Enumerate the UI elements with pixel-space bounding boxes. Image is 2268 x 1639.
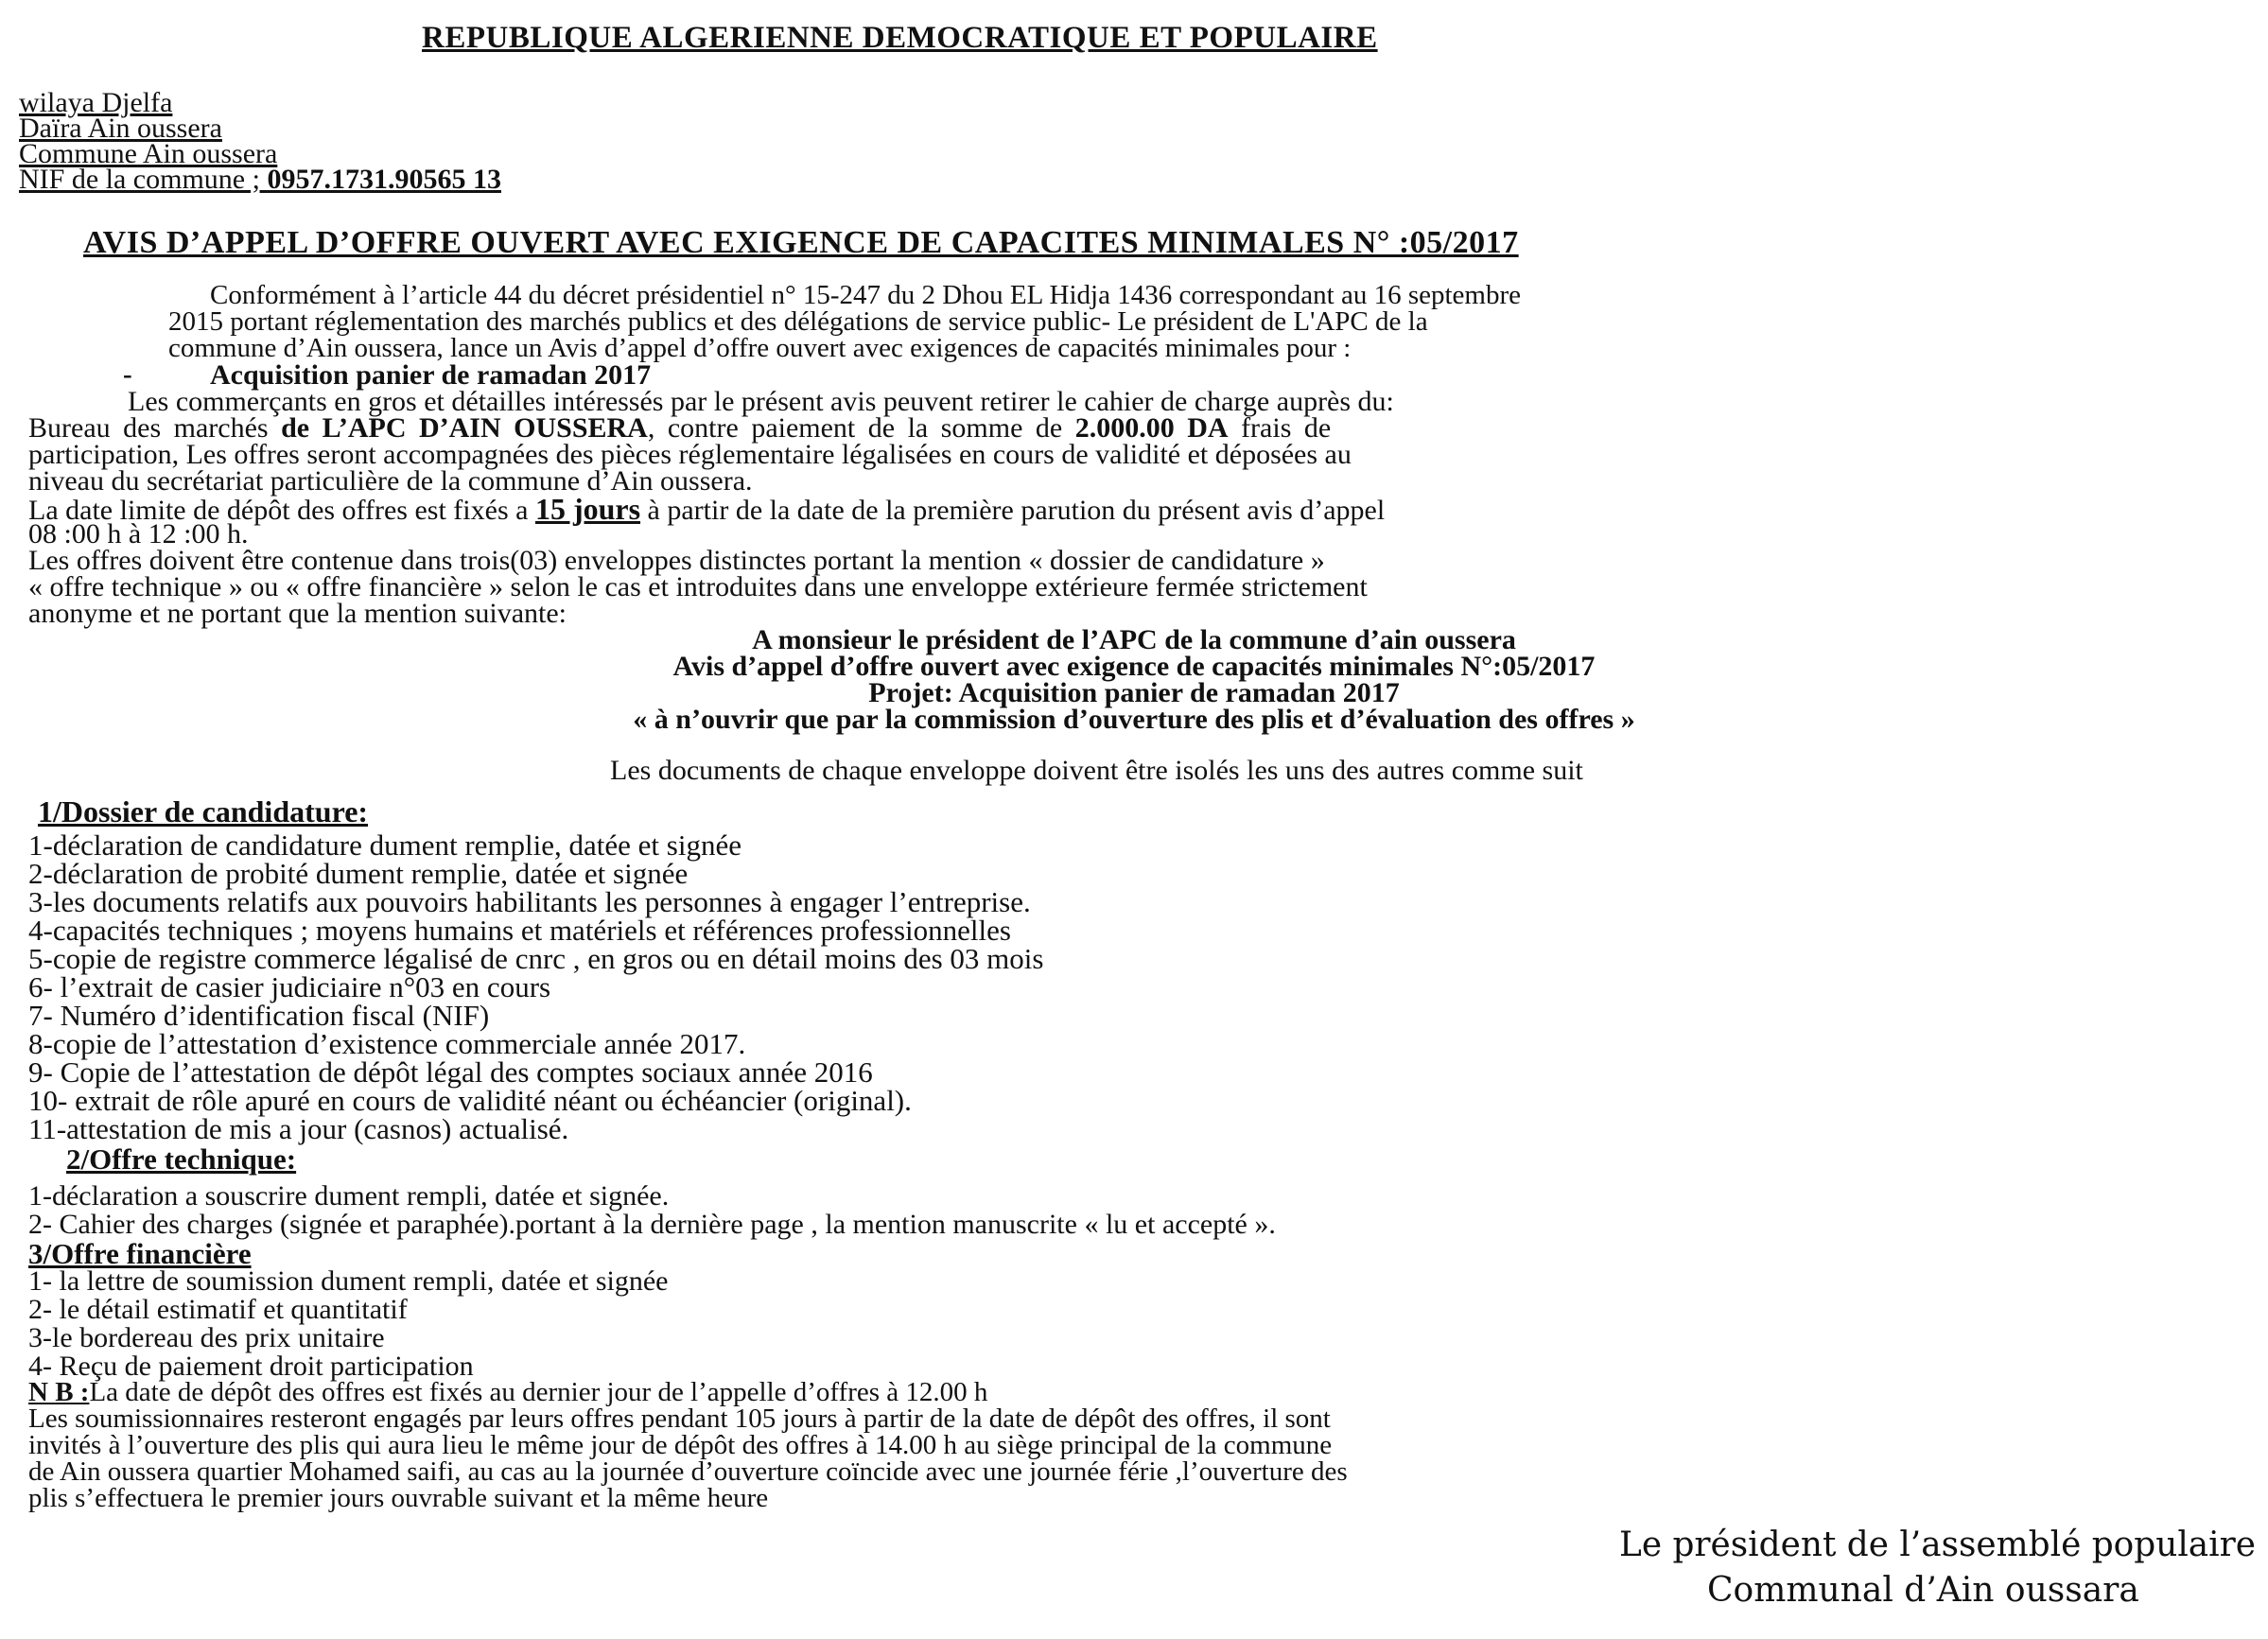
documents-intro: Les documents de chaque enveloppe doivent être isolés les uns des autres comme suit [610,755,1583,786]
nb-line-4: de Ain oussera quartier Mohamed saifi, au cas au la journée d’ouverture coïncide avec une journée férie ,l’ouverture des [28,1456,1348,1487]
technique-item: 2- Cahier des charges (signée et paraphée).portant à la dernière page , la mention manuscrite « lu et accepté ». [28,1209,1276,1240]
candidature-heading: 1/Dossier de candidature: [38,794,369,828]
envelope-line-2: Avis d’appel d’offre ouvert avec exigence de capacités minimales N°:05/2017 [672,651,1596,682]
nb-label: N B : [28,1377,90,1407]
para1-line-3: participation, Les offres seront accompagnées des pièces réglementaire légalisées en cours de validité et déposées au [28,439,1352,470]
para2-line-2: 08 :00 h à 12 :00 h. [28,518,249,549]
para1-amount: 2.000.00 DA [1074,412,1229,444]
candidature-item: 5-copie de registre commerce légalisé de cnrc , en gros ou en détail moins des 03 mois [28,942,1044,975]
candidature-item: 2-déclaration de probité dument remplie, datée et signée [28,857,689,890]
para3-line-2: « offre technique » ou « offre financière » selon le cas et introduites dans une enveloppe extérieure fermée strictement [28,571,1368,602]
financiere-item: 2- le détail estimatif et quantitatif [28,1294,408,1325]
intro-object: Acquisition panier de ramadan 2017 [210,359,652,391]
financiere-item: 4- Reçu de paiement droit participation [28,1351,474,1382]
nb-text: La date de dépôt des offres est fixés au dernier jour de l’appelle d’offres à 12.00 h [89,1377,988,1407]
candidature-item: 4-capacités techniques ; moyens humains et matériels et références professionnelles [28,914,1011,947]
para1-payment: , contre paiement de la somme de [647,412,1075,444]
candidature-item: 1-déclaration de candidature dument remplie, datée et signée [28,828,741,862]
nif-label: NIF de la commune ; [19,164,268,195]
nif-line [19,166,501,194]
para1-bureau: Bureau des marchés [28,412,282,444]
intro-line-2: 2015 portant réglementation des marchés publics et des délégations de service public- Le président de L'APC de la [168,306,1428,337]
daira-line: Daïra Ain oussera [19,113,222,144]
candidature-item: 11-attestation de mis a jour (casnos) actualisé. [28,1112,569,1145]
para3-line-3: anonyme et ne portant que la mention suivante: [28,598,567,629]
technique-heading: 2/Offre technique: [66,1142,297,1176]
candidature-item: 6- l’extrait de casier judiciaire n°03 en cours [28,970,551,1003]
nb-line-3: invités à l’ouverture des plis qui aura lieu le même jour de dépôt des offres à 14.00 h au siège principal de la commune [28,1430,1333,1460]
intro-line-1: Conformément à l’article 44 du décret présidentiel n° 15-247 du 2 Dhou EL Hidja 1436 correspondant au 16 septembre [210,280,1522,310]
republic-header: REPUBLIQUE ALGERIENNE DEMOCRATIQUE ET POPULAIRE [422,21,1378,55]
technique-item: 1-déclaration a souscrire dument rempli, datée et signée. [28,1180,670,1212]
para3-line-1: Les offres doivent être contenue dans trois(03) enveloppes distinctes portant la mention « dossier de candidature » [28,545,1325,576]
envelope-line-3: Projet: Acquisition panier de ramadan 2017 [868,677,1400,708]
candidature-item: 9- Copie de l’attestation de dépôt légal des comptes sociaux année 2016 [28,1055,873,1089]
para1-line-1: Les commerçants en gros et détailles intéressés par le présent avis peuvent retirer le cahier de charge auprès du: [128,386,1394,417]
envelope-line-4: « à n’ouvrir que par la commission d’ouverture des plis et d’évaluation des offres » [633,704,1635,735]
candidature-item: 7- Numéro d’identification fiscal (NIF) [28,999,490,1032]
nb-line-1 [28,1379,987,1406]
candidature-item: 8-copie de l’attestation d’existence commerciale année 2017. [28,1027,746,1060]
envelope-line-1: A monsieur le président de l’APC de la commune d’ain oussera [752,624,1516,655]
candidature-item: 10- extrait de rôle apuré en cours de validité néant ou échéancier (original). [28,1084,912,1117]
financiere-item: 1- la lettre de soumission dument rempli, datée et signée [28,1265,669,1297]
nif-value: 0957.1731.90565 13 [267,164,501,195]
para1-apc: de L’APC D’AIN OUSSERA [281,412,648,444]
signature-line-2: Communal d’Ain oussara [1707,1571,2139,1610]
para1-line-4: niveau du secrétariat particulière de la commune d’Ain oussera. [28,465,753,497]
financiere-heading: 3/Offre financière [28,1237,252,1270]
commune-line: Commune Ain oussera [19,138,278,169]
para1-fees: frais de [1228,412,1332,444]
notice-title: AVIS D’APPEL D’OFFRE OUVERT AVEC EXIGENCE DE CAPACITES MINIMALES N° :05/2017 [83,225,1519,260]
para2-from: à partir de la date de la première parution du présent avis d’appel [640,495,1386,526]
para2-deadline: La date limite de dépôt des offres est fixés a [28,495,535,526]
candidature-item: 3-les documents relatifs aux pouvoirs habilitants les personnes à engager l’entreprise. [28,885,1031,918]
wilaya-line: wilaya Djelfa [19,87,173,118]
nb-line-2: Les soumissionnaires resteront engagés par leurs offres pendant 105 jours à partir de la date de dépôt des offres, il sont [28,1404,1331,1434]
para2-days: 15 jours [534,492,641,526]
signature-line-1: Le président de l’assemblé populaire [1619,1526,2257,1564]
nb-line-5: plis s’effectuera le premier jours ouvrable suivant et la même heure [28,1483,769,1513]
financiere-item: 3-le bordereau des prix unitaire [28,1322,385,1353]
intro-dash: - [123,359,132,390]
intro-line-3: commune d’Ain oussera, lance un Avis d’appel d’offre ouvert avec exigences de capacités minimales pour : [168,333,1352,363]
